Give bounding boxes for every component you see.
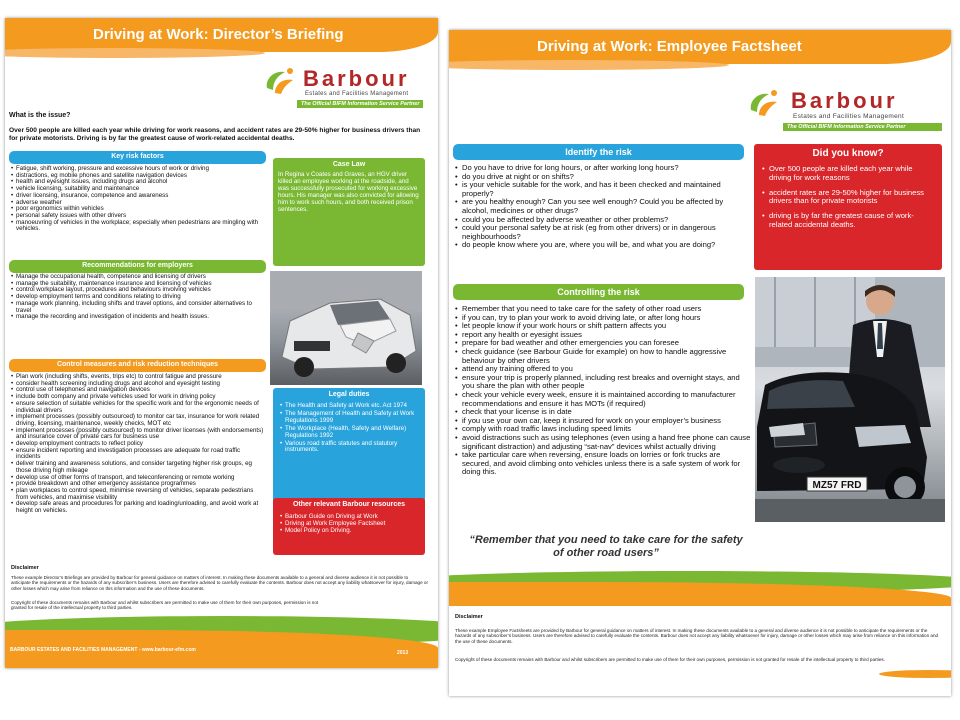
identify-header: Identify the risk [453, 144, 744, 160]
did-you-know-title: Did you know? [812, 148, 884, 159]
controlling-item: • check guidance (see Barbour Guide for example) on how to handle aggressive behaviour by other drivers [455, 348, 751, 365]
brief-issue-heading: What is the issue? [9, 112, 71, 119]
recommendations-list [11, 274, 266, 321]
control-header: Control measures and risk reduction techniques [9, 359, 266, 372]
brief-title: Driving at Work: Director’s Briefing [93, 26, 344, 43]
brief-top-swoosh [5, 48, 265, 58]
control-item: • ensure selection of suitable vehicles for the specific work and for the ergonomic needs of individual drivers [11, 401, 266, 414]
brief-footer-text: BARBOUR ESTATES AND FACILITIES MANAGEMENT - www.barbour-efm.com [10, 647, 196, 653]
control-list [11, 374, 266, 515]
fact-logo-subtitle: Estates and Facilities Management [793, 113, 905, 120]
controlling-item: • Remember that you need to take care for the safety of other road users [455, 305, 751, 314]
identify-item: • could you be affected by adverse weather or other problems? [455, 216, 747, 225]
did-you-know-item: • Over 500 people are killed each year while driving for work reasons [762, 165, 934, 183]
recommendation-item: • manage work planning, including shifts and travel options, and consider alternatives to travel [11, 301, 266, 314]
fact-logo [747, 88, 942, 138]
controlling-item: • check your vehicle every week, ensure it is maintained according to manufacturer recommendations and ensure it has MOTs (if required) [455, 391, 751, 408]
key-risk-item: • distractions, eg mobile phones and satellite navigation devices [11, 173, 266, 180]
control-item: • ensure incident reporting and investigation processes are adequate for road traffic incidents [11, 448, 266, 461]
resource-item: • Model Policy on Driving. [280, 527, 420, 534]
crashed-car-photo [270, 271, 422, 385]
fact-top-swoosh [449, 60, 729, 70]
controlling-item: • if you can, try to plan your work to avoid driving late, or after long hours [455, 314, 751, 323]
directors-briefing-page [5, 18, 438, 668]
legal-duties-title: Legal duties [328, 391, 370, 398]
brief-logo-brand: Barbour [303, 66, 410, 91]
key-risk-item: • personal safety issues with other drivers [11, 213, 266, 220]
key-risk-item: • vehicle licensing, suitability and maintenance [11, 186, 266, 193]
recommendations-header: Recommendations for employers [9, 260, 266, 273]
fact-copyright-text: Copyright of these documents remains with Barbour and whilst subscribers are permitted to make use of them for their own purposes, permission is not granted for resale of the intellectual property to third parties. [455, 657, 885, 662]
recommendation-item: • manage the suitability, maintenance insurance and licensing of vehicles [11, 281, 266, 288]
controlling-item: • check that your license is in date [455, 408, 751, 417]
man-with-car-icon [755, 277, 945, 522]
fact-disclaimer-text: These example Employee Factsheets are provided by Barbour for general guidance on matters of interest. In making these documents available to a general and diverse audience it is not possible to anticipate the requirements or the hazards of any subscriber’s business. Users are therefore advised to carefully evaluate the contents. Barbour does not accept any liability whatsoever for injury, damage or other losses which may arise from reliance on this information and the use of these documents. [455, 628, 939, 644]
brief-title-banner [5, 18, 438, 52]
crashed-car-icon [270, 271, 422, 385]
identify-item: • is your vehicle suitable for the work, and has it been checked and maintained properly? [455, 181, 747, 198]
did-you-know-box [754, 144, 942, 270]
controlling-item: • let people know if your work hours or shift pattern affects you [455, 322, 751, 331]
resource-item: • Driving at Work Employee Factsheet [280, 520, 420, 527]
brief-disclaimer-text: These example Director’s Briefings are provided by Barbour for general guidance on matters of interest. In making these documents available to a general and diverse audience it is not possible to anticipate the requirements or the hazards of any subscriber’s business. Users are therefore advised to carefully evaluate the contents. Barbour does not accept any liability whatsoever for injury, damage or other losses which may arise from reliance on this information and the use of these documents. [11, 575, 428, 591]
brief-issue-text: Over 500 people are killed each year while driving for work reasons, and accident rates are 29-50% higher for business drivers than for private motorists. Driving is by far the greatest cause of work-related accidental deaths. [9, 127, 421, 142]
control-item: • provide breakdown and other emergency assistance programmes [11, 481, 266, 488]
fact-quote: “Remember that you need to take care for the safety of other road users” [469, 534, 743, 559]
identify-item: • Do you have to drive for long hours, or after working long hours? [455, 164, 747, 173]
fact-logo-brand: Barbour [791, 88, 898, 113]
recommendation-item: • control workplace layout, procedures and behaviours involving vehicles [11, 287, 266, 294]
barbour-leaf-icon [747, 88, 781, 118]
brief-disclaimer-heading: Disclaimer [11, 565, 39, 571]
key-risk-item: • manoeuvring of vehicles in the workplace; especially when pedestrians are mingling with vehicles. [11, 220, 266, 233]
legal-duty-item: • The Management of Health and Safety at Work Regulations 1999 [280, 411, 420, 425]
recommendation-item: • Manage the occupational health, competence and licensing of drivers [11, 274, 266, 281]
control-item: • control use of telephones and navigation devices [11, 387, 266, 394]
controlling-list [455, 305, 751, 477]
controlling-header: Controlling the risk [453, 284, 744, 300]
controlling-item: • if you use your own car, keep it insured for work on your employer’s business [455, 417, 751, 426]
did-you-know-item: • accident rates are 29-50% higher for business drivers than for private motorists [762, 189, 934, 207]
did-you-know-item: • driving is by far the greatest cause of work-related accidental deaths. [762, 212, 934, 230]
recommendation-item: • develop employment terms and conditions relating to driving [11, 294, 266, 301]
identify-item: • could your personal safety be at risk (eg from other drivers) or in dangerous neighbourhoods? [455, 224, 747, 241]
key-risk-item: • Fatigue, shift working, pressure and excessive hours of work or driving [11, 166, 266, 173]
fact-bottom-swoosh [879, 670, 951, 678]
case-law-text: In Regina v Coates and Graves, an HGV driver killed an employee working at the roadside, and was successfully prosecuted for working excessive hours. His manager was also convicted for allowing him to work such hours, and both received prison sentences. [278, 171, 419, 213]
resources-box [273, 498, 425, 555]
brief-footer-year: 2013 [397, 650, 409, 656]
key-risk-item: • driver licensing, insurance, competence and awareness [11, 193, 266, 200]
control-item: • develop use of other forms of transport, and teleconferencing or remote working [11, 475, 266, 482]
resource-item: • Barbour Guide on Driving at Work [280, 513, 420, 520]
control-item: • develop safe areas and procedures for parking and loading/unloading, and avoid work at height on vehicles. [11, 501, 266, 514]
barbour-leaf-icon [263, 66, 297, 96]
controlling-item: • attend any training offered to you [455, 365, 751, 374]
control-item: • develop employment contracts to reflect policy [11, 441, 266, 448]
case-law-box [273, 158, 425, 266]
brief-logo-subtitle: Estates and Facilities Management [305, 91, 409, 97]
legal-duties-box [273, 388, 425, 508]
number-plate: MZ57 FRD [812, 480, 862, 491]
controlling-item: • ensure your trip is properly planned, including rest breaks and overnight stays, and you share the plan with other people [455, 374, 751, 391]
employee-factsheet-page [449, 30, 951, 696]
case-law-title: Case Law [332, 161, 366, 168]
control-item: • consider health screening including drugs and alcohol and eyesight testing [11, 381, 266, 388]
identify-item: • do people know where you are, where you will be, and what you are doing? [455, 241, 747, 250]
control-item: • include both company and private vehicles used for work in driving policy [11, 394, 266, 401]
recommendation-item: • manage the recording and investigation of incidents and health issues. [11, 314, 266, 321]
controlling-item: • take particular care when reversing, ensure loads on lorries or fork trucks are secured, and avoid climbing onto vehicles unless there is a safe system of work for doing this. [455, 451, 751, 477]
identify-item: • are you healthy enough? Can you see well enough? Could you be affected by alcohol, medicines or other drugs? [455, 198, 747, 215]
brief-copyright-text: Copyright of these documents remains with Barbour and whilst subscribers are permitted to make use of them for their own purposes, permission is not granted for resale of the intellectual property to third parties. [11, 600, 319, 611]
fact-title: Driving at Work: Employee Factsheet [537, 38, 802, 55]
control-item: • Plan work (including shifts, events, trips etc) to control fatigue and pressure [11, 374, 266, 381]
controlling-item: • prepare for bad weather and other emergencies you can foresee [455, 339, 751, 348]
identify-item: • do you drive at night or on shifts? [455, 173, 747, 182]
key-risk-item: • poor ergonomics within vehicles [11, 206, 266, 213]
legal-duty-item: • The Health and Safety at Work etc. Act 1974 [280, 403, 420, 410]
control-item: • implement processes (possibly outsourced) to monitor car tax, insurance for work related driving, licensing, maintenance, weekly checks, MOT etc [11, 414, 266, 427]
brief-logo [263, 66, 438, 116]
fact-title-banner [449, 30, 951, 64]
controlling-item: • report any health or eyesight issues [455, 331, 751, 340]
fact-disclaimer-heading: Disclaimer [455, 614, 483, 620]
key-risk-item: • adverse weather [11, 200, 266, 207]
key-risk-item: • health and eyesight issues, including drugs and alcohol [11, 179, 266, 186]
key-risk-header: Key risk factors [9, 151, 266, 164]
control-item: • implement processes (possibly outsourced) to monitor driver licenses (with endorsements) and insurance cover of private cars for business use [11, 428, 266, 441]
legal-duty-item: • Various road traffic statutes and statutory instruments. [280, 441, 420, 455]
fact-logo-partner: The Official BIFM Information Service Partner [783, 123, 942, 131]
control-item: • plan workplaces to control speed, minimise reversing of vehicles, separate pedestrians from vehicles, and maximise visibility [11, 488, 266, 501]
identify-list [455, 164, 747, 250]
resources-title: Other relevant Barbour resources [292, 501, 406, 508]
controlling-item: • avoid distractions such as using telephones (even using a hand free phone can cause significant distraction) and adjusting “sat-nav” devices whilst actually driving [455, 434, 751, 451]
control-item: • deliver training and awareness solutions, and consider targeting higher risk groups, eg those driving high mileage [11, 461, 266, 474]
brief-logo-partner: The Official BIFM Information Service Partner [297, 100, 423, 108]
man-with-car-photo [755, 277, 945, 522]
key-risk-list [11, 166, 266, 233]
legal-duty-item: • The Workplace (Health, Safety and Welfare) Regulations 1992 [280, 426, 420, 440]
controlling-item: • comply with road traffic laws including speed limits [455, 425, 751, 434]
